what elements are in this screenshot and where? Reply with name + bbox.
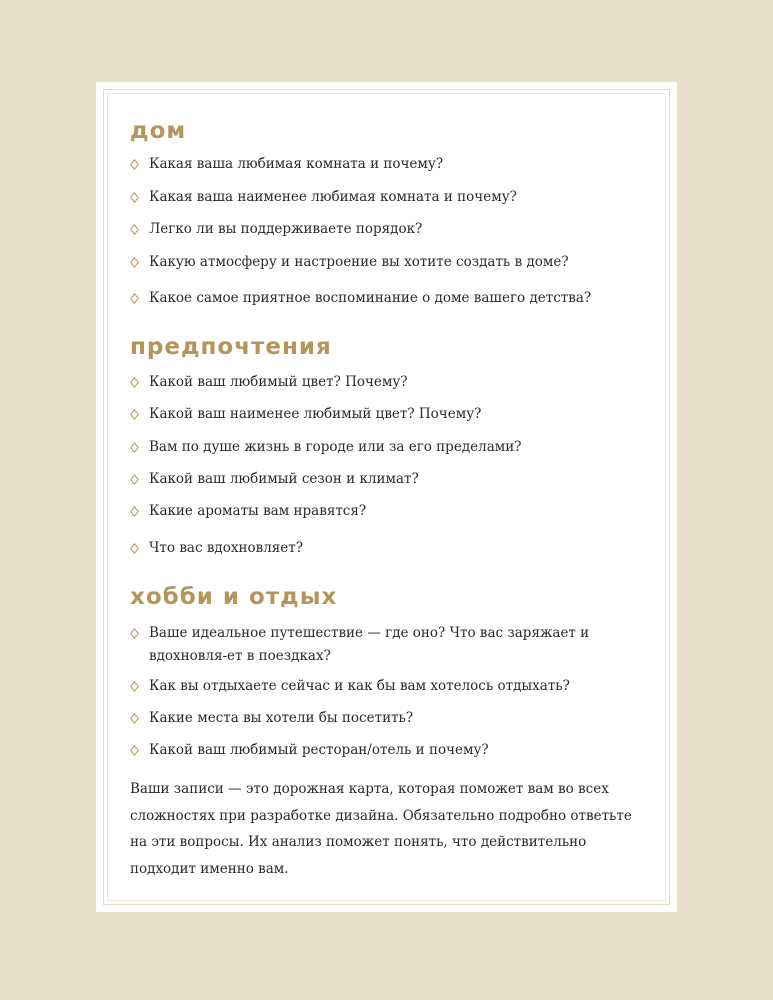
list-item-text: Легко ли вы поддерживаете порядок? — [149, 221, 423, 237]
diamond-bullet-icon — [127, 251, 141, 274]
list-item-text: Какая ваша любимая комната и почему? — [149, 156, 444, 172]
list-item-text: Что вас вдохновляет? — [149, 540, 303, 556]
list-item — [127, 537, 652, 560]
list-item — [127, 436, 652, 459]
list-item — [127, 739, 652, 762]
list-item — [127, 468, 652, 491]
section-heading-preferences: предпочтения — [130, 334, 332, 360]
list-item-text: Какое самое приятное воспоминание о доме вашего детства? — [149, 290, 592, 306]
list-item — [127, 186, 652, 209]
list-item — [127, 622, 652, 668]
list-item-text: Какую атмосферу и настроение вы хотите создать в доме? — [149, 254, 569, 270]
diamond-bullet-icon — [127, 436, 141, 459]
list-item-text: Какой ваш любимый цвет? Почему? — [149, 374, 408, 390]
list-item — [127, 287, 652, 310]
diamond-bullet-icon — [127, 622, 141, 645]
list-item — [127, 153, 652, 176]
list-item-text: Ваше идеальное путешествие — где оно? Что вас заряжает и вдохновля-ет в поездках? — [149, 625, 590, 664]
list-item-text: Какой ваш наименее любимый цвет? Почему? — [149, 406, 482, 422]
diamond-bullet-icon — [127, 739, 141, 762]
list-item — [127, 218, 652, 241]
list-item — [127, 500, 652, 523]
list-item-text: Вам по душе жизнь в городе или за его пределами? — [149, 439, 522, 455]
diamond-bullet-icon — [127, 500, 141, 523]
diamond-bullet-icon — [127, 153, 141, 176]
list-item-text: Как вы отдыхаете сейчас и как бы вам хотелось отдыхать? — [149, 678, 570, 694]
list-item — [127, 251, 652, 274]
diamond-bullet-icon — [127, 468, 141, 491]
list-item-text: Какой ваш любимый ресторан/отель и почему? — [149, 742, 489, 758]
diamond-bullet-icon — [127, 403, 141, 426]
diamond-bullet-icon — [127, 371, 141, 394]
list-item — [127, 371, 652, 394]
diamond-bullet-icon — [127, 537, 141, 560]
list-item — [127, 707, 652, 730]
list-item-text: Какие места вы хотели бы посетить? — [149, 710, 414, 726]
list-item-text: Какие ароматы вам нравятся? — [149, 503, 367, 519]
diamond-bullet-icon — [127, 675, 141, 698]
diamond-bullet-icon — [127, 707, 141, 730]
list-item-text: Какая ваша наименее любимая комната и почему? — [149, 189, 517, 205]
list-item — [127, 403, 652, 426]
section-heading-hobbies: хобби и отдых — [130, 584, 338, 610]
closing-paragraph: Ваши записи — это дорожная карта, которая поможет вам во всех сложностях при разработке дизайна. Обязательно подробно ответьте на эти вопросы. Их анализ поможет понять, что действительно подходит именно вам. — [130, 781, 632, 877]
diamond-bullet-icon — [127, 218, 141, 241]
list-item-text: Какой ваш любимый сезон и климат? — [149, 471, 419, 487]
list-item — [127, 675, 652, 698]
diamond-bullet-icon — [127, 287, 141, 310]
question-card — [96, 82, 677, 912]
diamond-bullet-icon — [127, 186, 141, 209]
section-heading-home: дом — [130, 118, 187, 144]
